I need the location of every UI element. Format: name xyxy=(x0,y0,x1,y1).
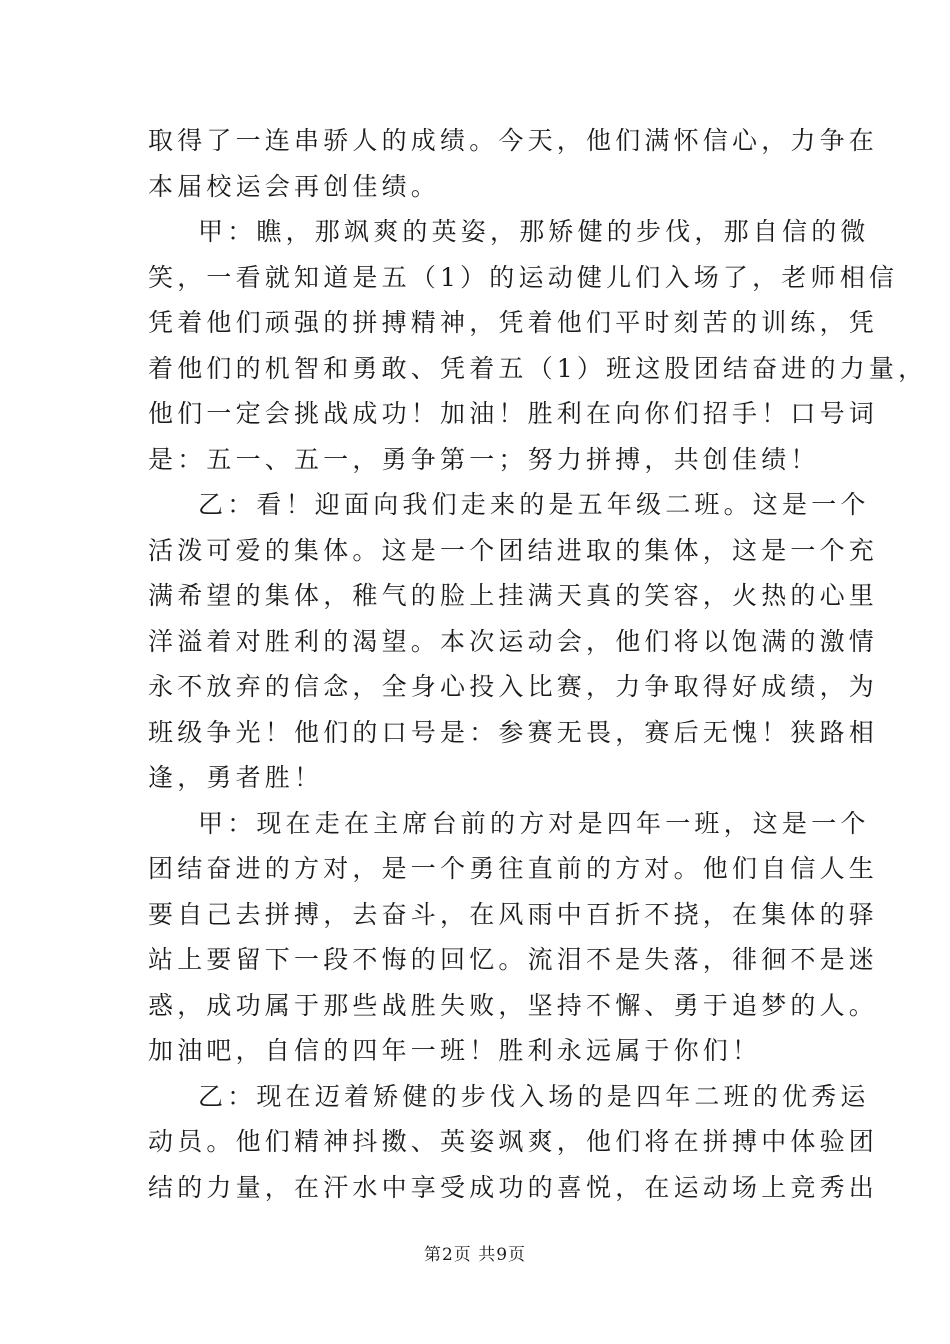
text-line: 洋溢着对胜利的渴望。本次运动会，他们将以饱满的激情 xyxy=(148,626,879,656)
text-line: 乙：现在迈着矫健的步伐入场的是四年二班的优秀运 xyxy=(198,1081,870,1111)
text-line: 凭着他们顽强的拼搏精神，凭着他们平时刻苦的训练，凭 xyxy=(148,308,879,337)
text-line: 惑，成功属于那些战胜失败，坚持不懈、勇于追梦的人。 xyxy=(148,990,879,1020)
text-line: 团结奋进的方对，是一个勇往直前的方对。他们自信人生 xyxy=(148,854,879,883)
text-line: 本届校运会再创佳绩。 xyxy=(148,171,441,201)
text-line: 着他们的机智和勇敢、凭着五（1）班这股团结奋进的力量， xyxy=(148,353,928,383)
text-line: 笑，一看就知道是五（1）的运动健儿们入场了，老师相信 xyxy=(148,262,899,292)
text-line: 乙：看！迎面向我们走来的是五年级二班。这是一个 xyxy=(198,490,870,519)
text-line: 逢，勇者胜！ xyxy=(148,763,324,792)
text-line: 动员。他们精神抖擞、英姿飒爽，他们将在拼搏中体验团 xyxy=(148,1127,879,1156)
text-line: 甲：瞧，那飒爽的英姿，那矫健的步伐，那自信的微 xyxy=(198,217,870,246)
text-line: 结的力量，在汗水中享受成功的喜悦，在运动场上竞秀出 xyxy=(148,1172,879,1202)
text-line: 站上要留下一段不悔的回忆。流泪不是失落，徘徊不是迷 xyxy=(148,945,879,974)
text-line: 要自己去拼搏，去奋斗，在风雨中百折不挠，在集体的驿 xyxy=(148,899,879,929)
text-line: 班级争光！他们的口号是：参赛无畏，赛后无愧！狭路相 xyxy=(148,717,879,747)
document-body xyxy=(148,118,928,1210)
text-line: 满希望的集体，稚气的脸上挂满天真的笑容，火热的心里 xyxy=(148,581,879,610)
text-line: 甲：现在走在主席台前的方对是四年一班，这是一个 xyxy=(198,808,870,838)
text-line: 是：五一、五一，勇争第一；努力拼搏，共创佳绩！ xyxy=(148,444,820,474)
text-line: 加油吧，自信的四年一班！胜利永远属于你们！ xyxy=(148,1036,762,1065)
text-line: 永不放弃的信念，全身心投入比赛，力争取得好成绩，为 xyxy=(148,672,879,701)
text-line: 他们一定会挑战成功！加油！胜利在向你们招手！口号词 xyxy=(148,399,879,428)
page-number-footer: 第2页 共9页 xyxy=(423,1245,527,1265)
text-line: 活泼可爱的集体。这是一个团结进取的集体，这是一个充 xyxy=(148,535,879,565)
text-line: 取得了一连串骄人的成绩。今天，他们满怀信心，力争在 xyxy=(148,126,879,155)
